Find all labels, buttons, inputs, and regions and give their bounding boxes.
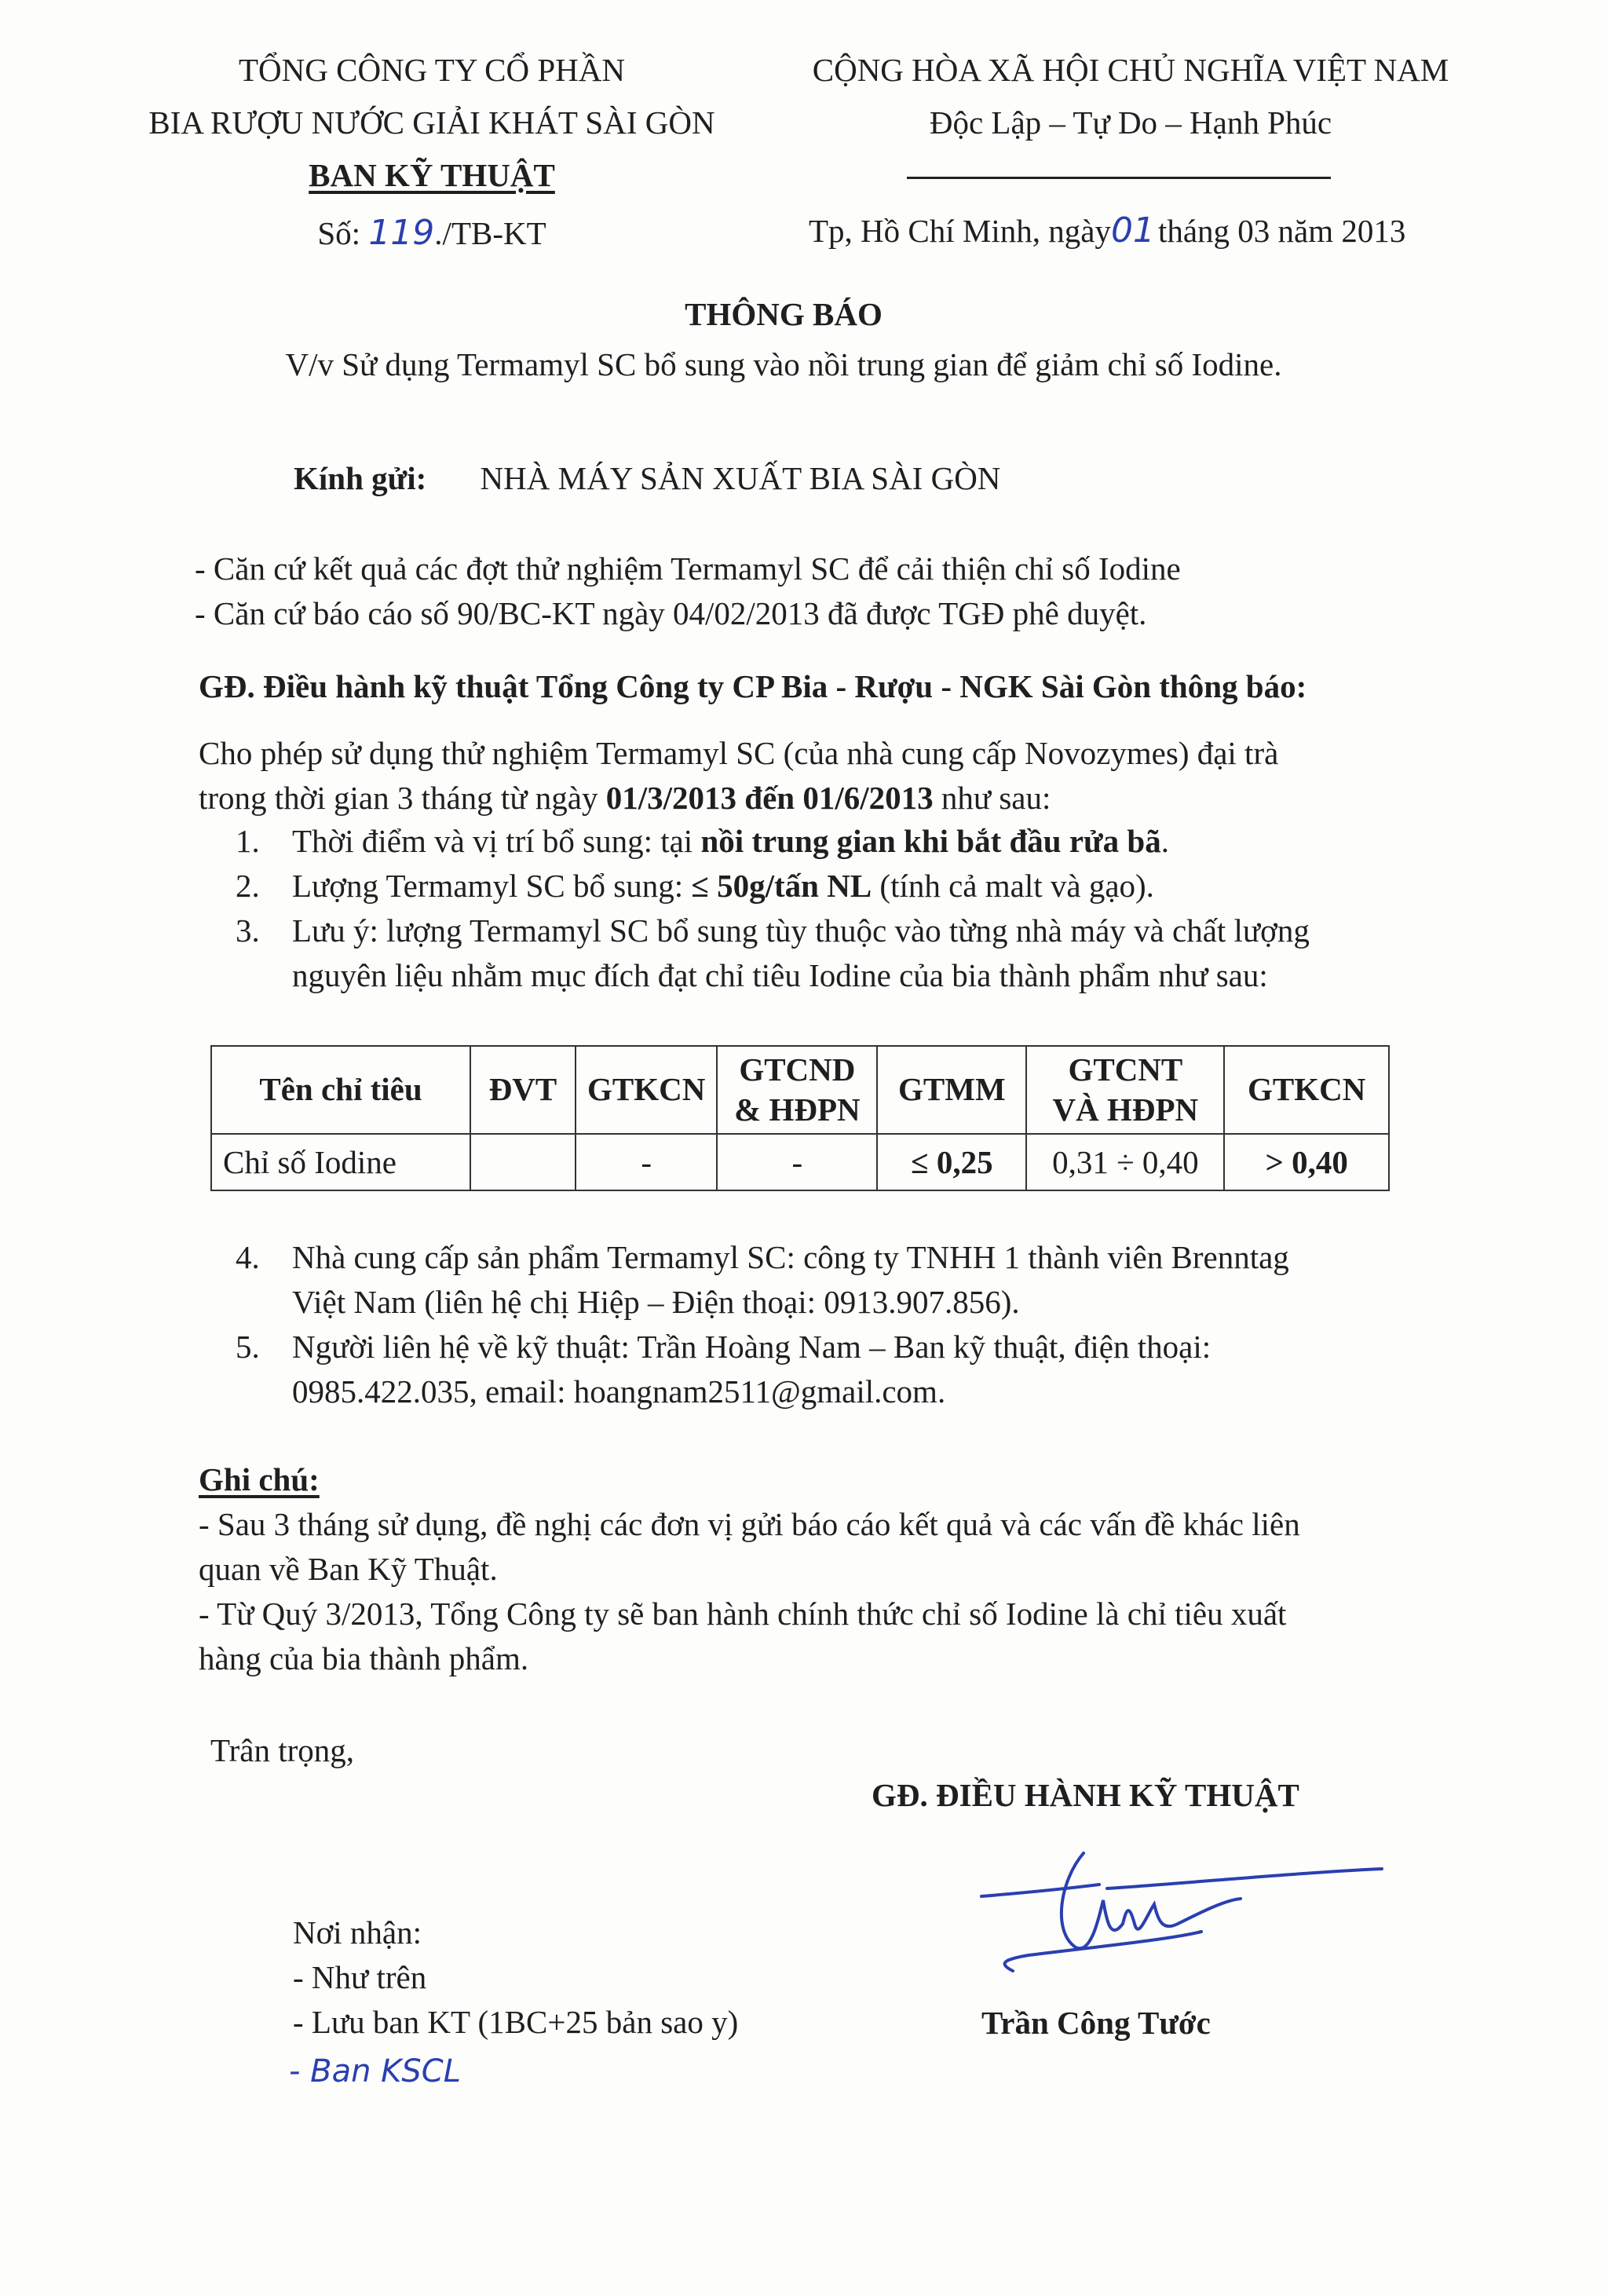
intro-text: trong thời gian 3 tháng từ ngày (199, 780, 606, 816)
item-text-line1: Nhà cung cấp sản phẩm Termamyl SC: công ty TNHH 1 thành viên Brenntag (292, 1239, 1289, 1275)
note-line: hàng của bia thành phẩm. (199, 1640, 529, 1676)
item-text-line1: Người liên hệ về kỹ thuật: Trần Hoàng Nam – Ban kỹ thuật, điện thoại: (292, 1329, 1211, 1365)
note-line: quan về Ban Kỹ Thuật. (199, 1551, 498, 1587)
item-text-line2: 0985.422.035, email: hoangnam2511@gmail.com. (292, 1373, 946, 1409)
intro-line-2 (199, 779, 1051, 817)
item-text: Lượng Termamyl SC bổ sung: ≤ 50g/tấn NL (tính cả malt và gạo). (292, 868, 1154, 904)
table-header: GTKCN (1224, 1046, 1389, 1134)
table-cell: 0,31 ÷ 0,40 (1026, 1134, 1224, 1190)
list-item (236, 822, 1169, 861)
iodine-spec-table (210, 1045, 1390, 1191)
table-cell: - (576, 1134, 717, 1190)
item-text: Thời điểm và vị trí bổ sung: tại nồi trung gian khi bắt đầu rửa bã. (292, 823, 1169, 859)
table-cell: ≤ 0,25 (877, 1134, 1026, 1190)
signer-name: Trần Công Tước (981, 2005, 1211, 2041)
table-header: GTMM (877, 1046, 1026, 1134)
recipient-entry: - Lưu ban KT (1BC+25 bản sao y) (293, 2004, 739, 2040)
signature-underline (1005, 1932, 1201, 1971)
date-suffix: tháng 03 năm 2013 (1157, 213, 1406, 249)
recipient-name: NHÀ MÁY SẢN XUẤT BIA SÀI GÒN (480, 460, 1001, 496)
recipient-label: Kính gửi: (294, 460, 427, 496)
notes-heading: Ghi chú: (199, 1461, 320, 1497)
table-row (211, 1134, 1389, 1190)
item-number: 5. (236, 1329, 260, 1365)
document-number (118, 213, 746, 254)
item-text-line2: Việt Nam (liên hệ chị Hiệp – Điện thoại: 0913.907.856). (292, 1284, 1020, 1320)
item-text-line2: nguyên liệu nhằm mục đích đạt chỉ tiêu Iodine của bia thành phẩm như sau: (292, 957, 1268, 993)
basis-item: - Căn cứ báo cáo số 90/BC-KT ngày 04/02/2013 đã được TGĐ phê duyệt. (195, 595, 1147, 631)
item-number: 2. (236, 868, 260, 904)
table-cell (470, 1134, 576, 1190)
item-text-line1: Lưu ý: lượng Termamyl SC bổ sung tùy thuộc vào từng nhà máy và chất lượng (292, 912, 1310, 949)
note-line: - Sau 3 tháng sử dụng, đề nghị các đơn vị gửi báo cáo kết quả và các vấn đề khác liên (199, 1506, 1300, 1542)
signature (966, 1806, 1390, 2010)
table-cell: Chỉ số Iodine (211, 1134, 470, 1190)
document-subject: V/v Sử dụng Termamyl SC bổ sung vào nồi trung gian để giảm chỉ số Iodine. (285, 346, 1282, 382)
number-prefix: Số: (317, 214, 369, 251)
nation-motto: Độc Lập – Tự Do – Hạnh Phúc (929, 104, 1332, 141)
intro-line-1: Cho phép sử dụng thử nghiệm Termamyl SC (của nhà cung cấp Novozymes) đại trà (199, 735, 1279, 771)
item-number: 4. (236, 1239, 260, 1275)
table-cell: > 0,40 (1224, 1134, 1389, 1190)
item-number: 1. (236, 823, 260, 859)
nation-line-1: CỘNG HÒA XÃ HỘI CHỦ NGHĨA VIỆT NAM (812, 52, 1449, 88)
item-number: 3. (236, 912, 260, 949)
list-item (236, 867, 1154, 905)
list-item (236, 1328, 1211, 1366)
date-line (809, 210, 1405, 252)
handwritten-day: 01 (1110, 210, 1155, 250)
table-cell: - (717, 1134, 877, 1190)
note-line: - Từ Quý 3/2013, Tổng Công ty sẽ ban hành chính thức chỉ số Iodine là chỉ tiêu xuất (199, 1596, 1287, 1632)
announcement-heading: GĐ. Điều hành kỹ thuật Tổng Công ty CP Bia - Rượu - NGK Sài Gòn thông báo: (199, 668, 1307, 704)
signer-title: GĐ. ĐIỀU HÀNH KỸ THUẬT (872, 1777, 1299, 1813)
recipients-label: Nơi nhận: (293, 1914, 422, 1951)
intro-text-end: như sau: (933, 780, 1051, 816)
table-header: ĐVT (470, 1046, 576, 1134)
nation-block (754, 51, 1508, 156)
table-header: Tên chỉ tiêu (211, 1046, 470, 1134)
document-title: THÔNG BÁO (685, 296, 883, 332)
table-header-row (211, 1046, 1389, 1134)
table-header: GTKCN (576, 1046, 717, 1134)
recipient-entry: - Như trên (293, 1959, 427, 1995)
department-name: BAN KỸ THUẬT (309, 157, 555, 194)
handwritten-recipient: - Ban KSCL (289, 2053, 462, 2089)
motto-rule (907, 177, 1331, 179)
table-header: GTCNT VÀ HĐPN (1026, 1046, 1224, 1134)
basis-item: - Căn cứ kết quả các đợt thử nghiệm Termamyl SC để cải thiện chỉ số Iodine (195, 550, 1181, 587)
date-prefix: Tp, Hồ Chí Minh, ngày (809, 213, 1111, 249)
recipient-line (294, 459, 1000, 498)
list-item (236, 912, 1310, 950)
table-header: GTCND & HĐPN (717, 1046, 877, 1134)
org-line-1: TỔNG CÔNG TY CỔ PHẦN (238, 52, 626, 88)
closing: Trân trọng, (210, 1732, 354, 1768)
trial-period: 01/3/2013 đến 01/6/2013 (605, 780, 934, 816)
number-suffix: ./TB-KT (434, 214, 546, 251)
handwritten-number: 119 (368, 212, 435, 253)
org-line-2: BIA RƯỢU NƯỚC GIẢI KHÁT SÀI GÒN (148, 104, 715, 141)
list-item (236, 1238, 1289, 1277)
issuer-block (118, 51, 746, 254)
